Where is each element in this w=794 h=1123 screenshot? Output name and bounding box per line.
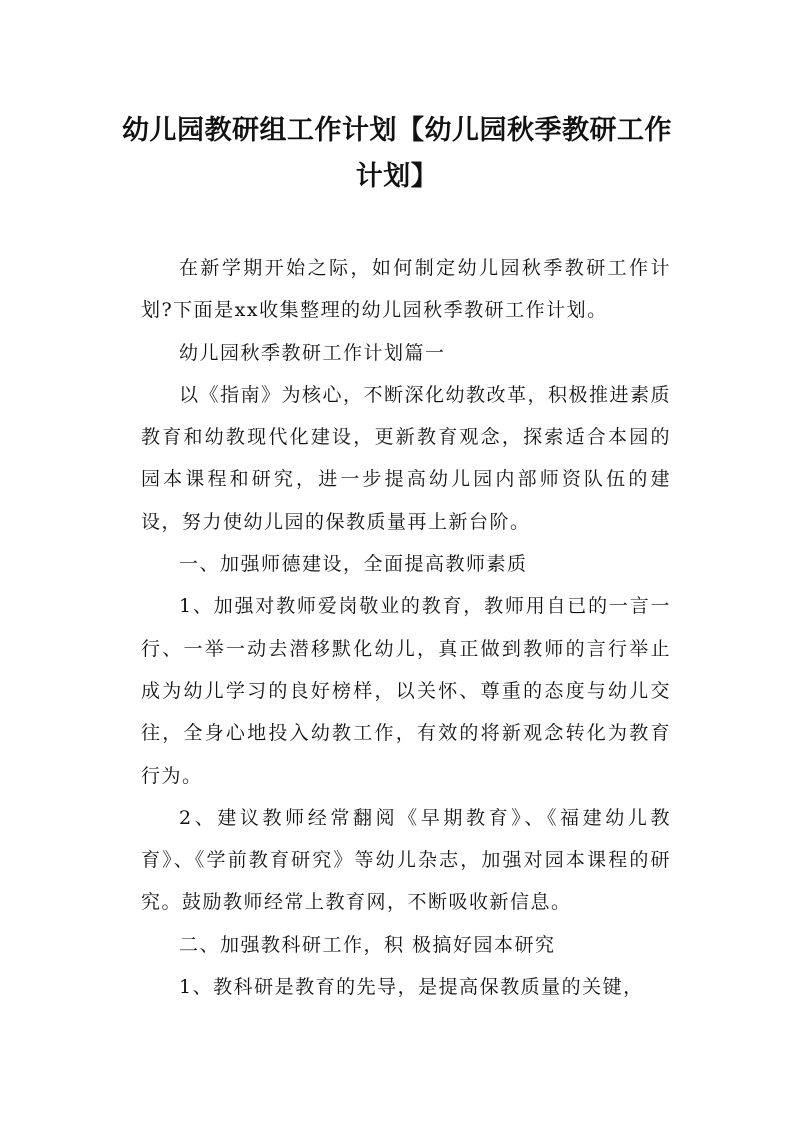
paragraph-section-heading: 幼儿园秋季教研工作计划篇一 [179, 341, 446, 364]
document-body [141, 247, 671, 1008]
paragraph-heading-one: 一、加强师德建设，全面提高教师素质 [179, 553, 528, 576]
document-title: 幼儿园教研组工作计划【幼儿园秋季教研工作计划】 [122, 115, 672, 192]
paragraph-item-2: 2、建议教师经常翻阅《早期教育》、《福建幼儿教育》、《学前教育研究》等幼儿杂志，加强对园本课程的研究。鼓励教师经常上教育网，不断吸收新信息。 [141, 806, 671, 914]
paragraph-heading-two: 二、加强教科研工作，积 极搞好园本研究 [179, 933, 556, 956]
paragraph-item-1: 1、加强对教师爱岗敬业的教育，教师用自已的一言一行、一举一动去潜移默化幼儿，真正做到教师的言行举止成为幼儿学习的良好榜样，以关怀、尊重的态度与幼儿交往，全身心地投入幼教工作，有效的将新观念转化为教育行为。 [141, 595, 671, 787]
paragraph-overview: 以《指南》为核心，不断深化幼教改革，积极推进素质教育和幼教现代化建设，更新教育观念，探索适合本园的园本课程和研究，进一步提高幼儿园内部师资队伍的建设，努力使幼儿园的保教质量再上新台阶。 [141, 383, 672, 533]
paragraph-intro: 在新学期开始之际，如何制定幼儿园秋季教研工作计划?下面是xx收集整理的幼儿园秋季教研工作计划。 [141, 257, 671, 322]
paragraph-item-3: 1、教科研是教育的先导，是提高保教质量的关键， [179, 976, 644, 999]
